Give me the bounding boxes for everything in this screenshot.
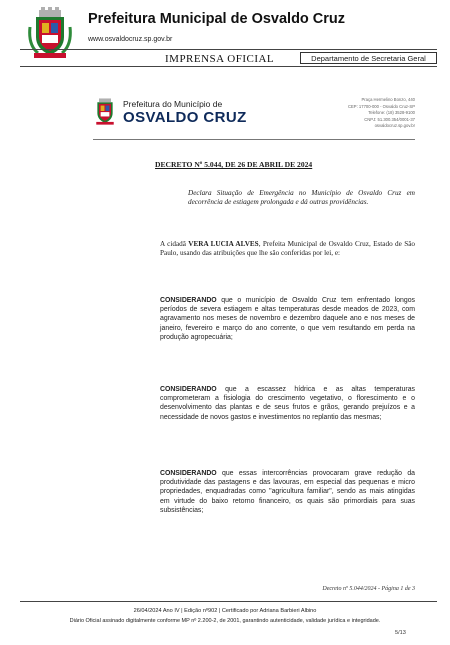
header-url[interactable]: www.osvaldocruz.sp.gov.br — [88, 36, 173, 43]
footer-edition-info: 26/04/2024 Ano IV | Edição nº902 | Certificado por Adriana Barbieri Albino — [133, 608, 317, 614]
considering-keyword: CONSIDERANDO — [160, 297, 217, 304]
section-label: IMPRENSA OFICIAL — [165, 53, 275, 65]
header-divider-top — [20, 49, 437, 50]
contact-line: osvaldocruz.sp.gov.br — [374, 123, 415, 128]
contact-line: Telefone: (18) 3528-9100 — [368, 110, 415, 115]
footer-page-number: 5/13 — [395, 630, 406, 636]
considering-keyword: CONSIDERANDO — [160, 386, 217, 393]
decree-intro — [160, 240, 415, 259]
intro-rest: , Prefeita Municipal de Osvaldo Cruz, Estado de São Paulo, usando das atribuições que lhe são conferidas por lei, e: — [160, 240, 415, 258]
considering-text: que a escassez hídrica e as altas temperaturas comprometeram a fisiologia do crescimento vegetativo, o florescimento e o desenvolvimento das plantas e de seus frutos e grãos, gerando prejuízos e a necessidade de novos gastos e investimentos no replantio das mesmas; — [160, 386, 415, 421]
considering-keyword: CONSIDERANDO — [160, 470, 217, 477]
letterhead-contact — [320, 97, 415, 130]
mayor-name: VERA LUCIA ALVES — [188, 240, 259, 248]
footer-divider — [20, 601, 437, 602]
letterhead-divider — [93, 139, 415, 140]
letterhead-line-1: Prefeitura do Município de — [123, 99, 223, 109]
decree-ementa: Declara Situação de Emergência no Município de Osvaldo Cruz em decorrência de estiagem prolongada e dá outras providências. — [188, 189, 415, 207]
considering-clause-1 — [160, 296, 415, 342]
considering-clause-2 — [160, 385, 415, 422]
header-title: Prefeitura Municipal de Osvaldo Cruz — [88, 11, 346, 27]
department-label: Departamento de Secretaria Geral — [300, 52, 437, 64]
intro-prefix: A cidadã — [160, 240, 189, 248]
considering-text: que o município de Osvaldo Cruz tem enfrentado longos períodos de severa estiagem e altas temperaturas desde meados de 2023, com agravamento nos meses de novembro e dezembro daquele ano e nos meses de janeiro, fevereiro e março do ano corrente, o que vem resultando em perda na produção agropecuária; — [160, 297, 415, 341]
decree-page-info: Decreto nº 5.044/2024 - Página 1 de 3 — [322, 586, 415, 592]
header-divider-bottom — [20, 66, 437, 67]
footer-signature-notice: Diário Oficial assinado digitalmente conforme MP nº 2.200-2, de 2001, garantindo autenticidade, validade jurídica e integridade. — [69, 618, 381, 624]
considering-text: que essas intercorrências provocaram grave redução da produtividade das pastagens e das lavouras, em especial das pequenas e micro propriedades, enquadradas como "agricultura familiar", sendo as mais atingidas em virtude do baixo retorno financeiro, os quais são primordiais para suas subsistências; — [160, 470, 415, 514]
considering-clause-3 — [160, 469, 415, 515]
decree-title: DECRETO Nº 5.044, DE 26 DE ABRIL DE 2024 — [155, 160, 313, 169]
contact-line: Praça Hermelino Bonzo, 440 — [361, 97, 415, 102]
letterhead-line-2: OSVALDO CRUZ — [123, 109, 247, 126]
contact-line: CEP: 17700-000 - Osvaldo Cruz-SP — [347, 103, 415, 109]
letterhead-crest-logo — [93, 96, 117, 126]
contact-line: CNPJ: 51.300.354/0001-37 — [364, 116, 415, 122]
municipal-crest-logo — [28, 7, 72, 59]
